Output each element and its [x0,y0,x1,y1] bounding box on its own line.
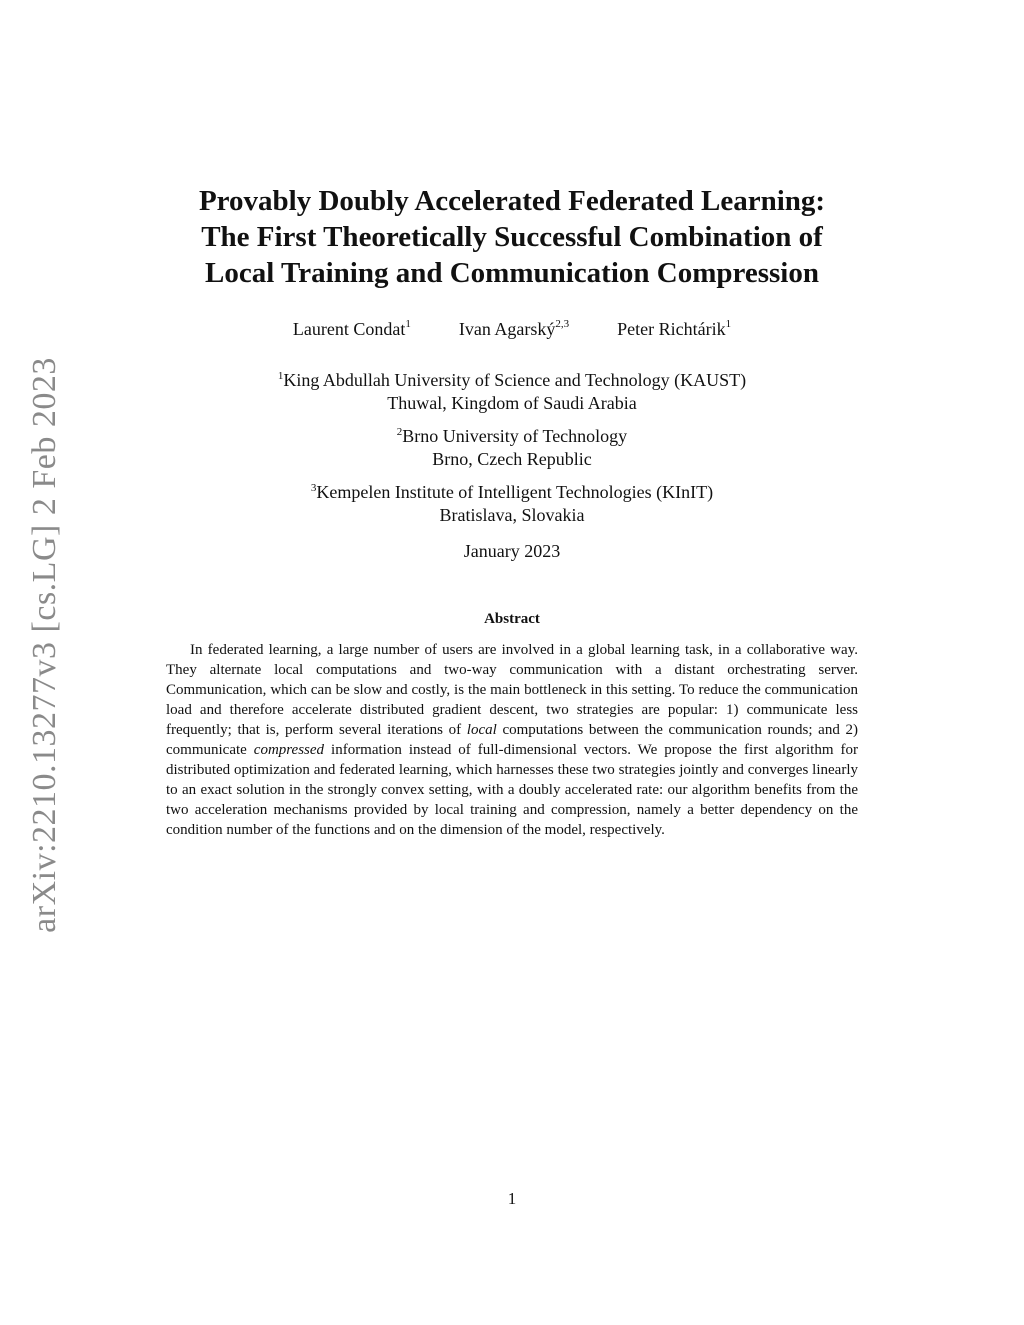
arxiv-side-stamp: arXiv:2210.13277v3 [cs.LG] 2 Feb 2023 [26,357,63,933]
title-line-3: Local Training and Communication Compression [205,257,819,289]
affiliation [140,421,884,471]
affiliation-number: 2 [396,426,403,438]
title-line-2: The First Theoretically Successful Combination of [201,221,823,253]
abstract-emphasis: local [466,722,497,738]
abstract-text: computations between the communication rounds; and 2) communicate [166,722,858,758]
author-name: Ivan Agarský [458,319,556,339]
publication-date: January 2023 [463,541,561,561]
affiliation-number: 3 [310,482,317,494]
affiliation-name: Kempelen Institute of Intelligent Technologies (KInIT) [316,482,714,502]
affiliation-location: Bratislava, Slovakia [439,505,585,525]
author [617,318,731,340]
abstract-text: In federated learning, a large number of users are involved in a global learning task, in a collaborative way. They alternate local computations and two-way communication with a distant orchestrating server. Communication, which can be slow and costly, is the main bottleneck in this setting. To reduce the communication load and therefore accelerate distributed gradient descent, two strategies are popular: 1) communicate less frequently; that is, perform several iterations of [166,642,858,738]
author-affil-mark: 2,3 [555,318,570,330]
author [293,318,411,340]
author-list [140,318,884,340]
page-number: 1 [507,1189,517,1208]
affiliation [140,365,884,415]
title-line-1: Provably Doubly Accelerated Federated Learning: [198,185,826,217]
author-name: Peter Richtárik [617,319,726,339]
affiliation-name: Brno University of Technology [402,426,628,446]
affiliation [140,477,884,527]
abstract-body [166,640,858,840]
abstract-heading: Abstract [484,611,540,627]
author [459,318,569,340]
affiliation-location: Thuwal, Kingdom of Saudi Arabia [387,393,637,413]
affiliation-number: 1 [277,370,284,382]
paper-title [140,183,884,291]
abstract-emphasis: compressed [253,742,325,758]
author-name: Laurent Condat [292,319,406,339]
affiliation-location: Brno, Czech Republic [432,449,592,469]
affiliation-name: King Abdullah University of Science and Technology (KAUST) [283,370,747,390]
author-affil-mark: 1 [405,318,411,330]
author-affil-mark: 1 [725,318,732,330]
abstract-text: information instead of full-dimensional vectors. We propose the first algorithm for distributed optimization and federated learning, which harnesses these two strategies jointly and converges linearly to an exact solution in the strongly convex setting, with a doubly accelerated rate: our algorithm benefits from the two acceleration mechanisms provided by local training and compression, namely a better dependency on the condition number of the functions and on the dimension of the model, respectively. [166,742,858,838]
